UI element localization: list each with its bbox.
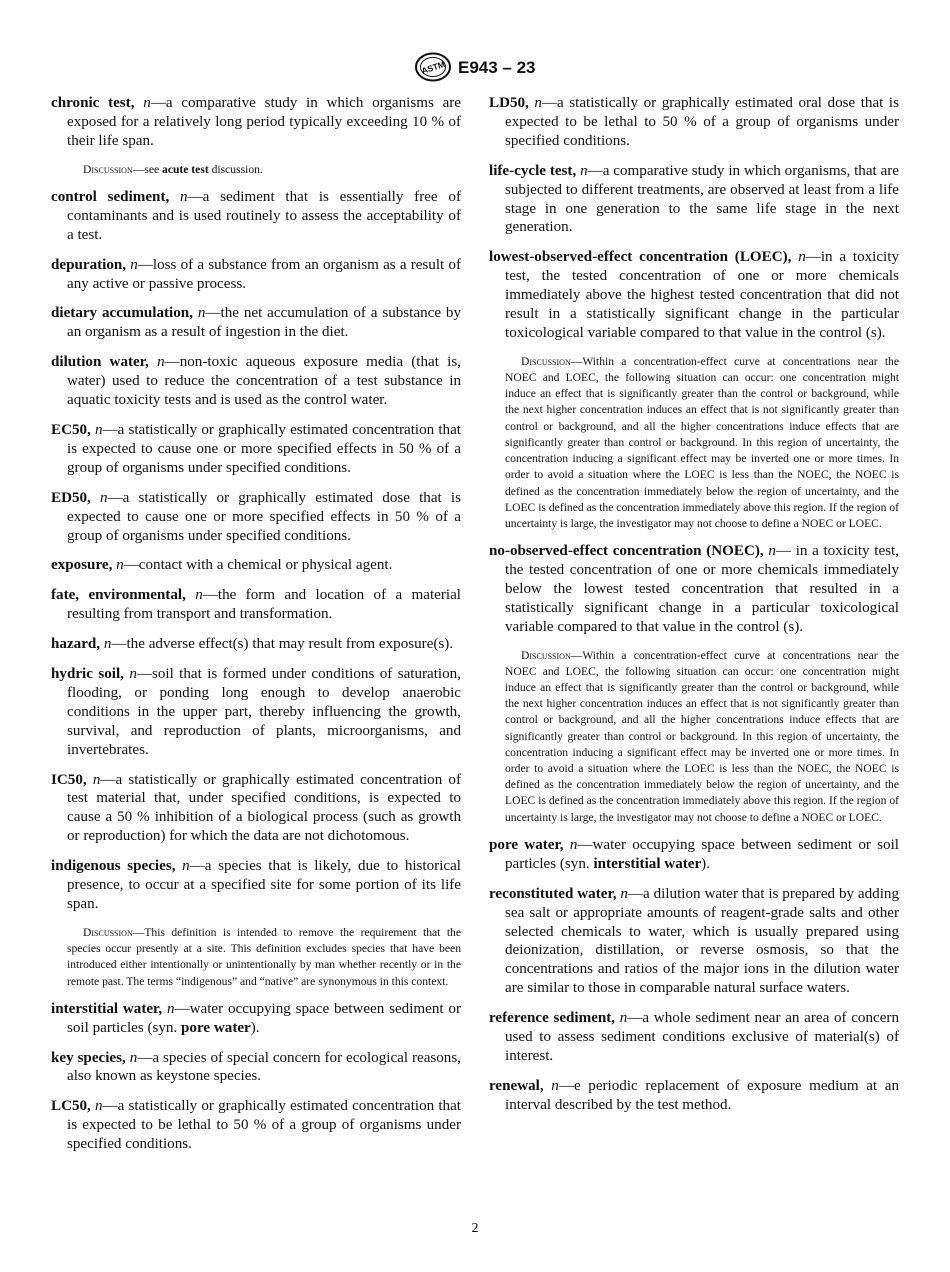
part-of-speech: n [94, 1098, 103, 1115]
part-of-speech: n [130, 256, 138, 273]
definition-text: —contact with a chemical or physical agent. [123, 557, 393, 574]
part-of-speech: n [129, 1049, 138, 1066]
glossary-term: indigenous species, [51, 858, 176, 875]
definition-text: —a statistically or graphically estimated concentration that is expected to be lethal to 50 % of a group of organisms under specified conditions. [67, 1098, 461, 1153]
glossary-term: reconstituted water, [489, 885, 617, 902]
discussion-label: Discussion [83, 162, 133, 176]
definition-text: —a statistically or graphically estimated dose that is expected to cause one or more specified effects in 50 % of a group of organisms under specified conditions. [67, 489, 461, 544]
glossary-term: ED50, [51, 489, 91, 506]
definition-text: —water occupying space between sediment or soil particles (syn. [505, 836, 899, 872]
glossary-term: EC50, [51, 421, 91, 438]
discussion-text: —see [132, 162, 163, 176]
left-column [51, 94, 461, 1165]
part-of-speech: n [619, 1010, 628, 1027]
glossary-entry [51, 489, 461, 546]
discussion-label: Discussion [521, 648, 571, 662]
part-of-speech: n [143, 95, 151, 111]
part-of-speech: n [798, 249, 806, 266]
part-of-speech: n [580, 162, 588, 179]
cross-reference: interstitial water [593, 855, 702, 872]
part-of-speech: n [620, 885, 628, 902]
glossary-entry [51, 1097, 461, 1154]
discussion-text: —Within a concentration-effect curve at concentrations near the NOEC and LOEC, the following situation can occur: one concentration might induce an effect that is significantly greater than the control or background, while the next higher concentration induces an effect that is not significantly greater than control or background, and all the higher concentrations induce effects that are significantly greater than control or background. In this region of uncertainty, the concentration inducing a significant effect may be inverted one or more times. In order to avoid a situation where the LOEC is less than the NOEC, the NOEC is defined as the concentration immediately below the region of uncertainty, and the LOEC is defined as the concentration immediately above this region. If the region of uncertainty is large, the investigator may not choose to define a NOEC or LOEC. [505, 648, 899, 824]
glossary-term: renewal, [489, 1077, 544, 1094]
glossary-entry [489, 836, 899, 874]
astm-logo-text: ASTM [420, 58, 447, 76]
glossary-term: key species, [51, 1049, 126, 1066]
right-column [489, 94, 899, 1126]
part-of-speech: n [103, 636, 112, 653]
definition-text: —the net accumulation of a substance by an organism as a result of ingestion in the diet. [67, 305, 461, 341]
glossary-entry [489, 542, 899, 637]
discussion-label: Discussion [83, 925, 133, 939]
glossary-term: life-cycle test, [489, 162, 577, 179]
discussion-note [67, 162, 461, 178]
glossary-entry [51, 256, 461, 294]
discussion-text-end: discussion. [208, 162, 263, 176]
definition-closing: ). [701, 855, 710, 872]
definition-text: —a statistically or graphically estimated concentration that is expected to cause one or more specified effects in 50 % of a group of organisms under specified conditions. [67, 421, 461, 476]
glossary-term: dilution water, [51, 354, 149, 371]
glossary-term: fate, environmental, [51, 587, 186, 604]
definition-text: —a species of special concern for ecological reasons, also known as keystone species. [67, 1049, 462, 1085]
glossary-entry [51, 1049, 461, 1087]
part-of-speech: n [94, 421, 103, 438]
glossary-term: hydric soil, [51, 666, 124, 683]
definition-text: — in a toxicity test, the tested concentration of one or more chemicals immediately below the lowest tested concentration that resulted in a statistically significant change in a particular toxicological variable compared to that value in the control (s). [505, 543, 900, 635]
part-of-speech: n [92, 771, 101, 788]
glossary-entry [489, 885, 899, 998]
glossary-entry [51, 188, 461, 245]
definition-text: —in a toxicity test, the tested concentration of one or more chemicals immediately above the highest tested concentration that did not result in a statistically significant change in the particular toxicological variable compared to that value in the control (s). [505, 249, 899, 341]
part-of-speech: n [197, 305, 206, 322]
definition-text: —the form and location of a material resulting from transport and transformation. [67, 587, 461, 623]
glossary-term: lowest-observed-effect concentration (LOEC), [489, 249, 792, 266]
astm-logo-icon [414, 52, 452, 82]
part-of-speech: n [195, 587, 203, 604]
part-of-speech: n [116, 557, 124, 574]
definition-text: —a comparative study in which organisms, that are subjected to different treatments, are observed at least from a life stage in one generation to the same life stage in the next generation. [505, 162, 899, 236]
definition-closing: ). [250, 1019, 260, 1036]
glossary-entry [51, 556, 461, 575]
glossary-entry [489, 1009, 899, 1066]
glossary-term: chronic test, [51, 95, 135, 111]
glossary-term: LD50, [489, 95, 529, 111]
glossary-term: exposure, [51, 557, 113, 574]
part-of-speech: n [534, 95, 542, 111]
definition-text: —water occupying space between sediment or soil particles (syn. [67, 1000, 461, 1036]
glossary-entry [51, 1000, 461, 1038]
definition-text: —non-toxic aqueous exposure media (that is, water) used to reduce the concentration of a test substance in aquatic toxicity tests and is used as the control water. [67, 354, 461, 409]
discussion-text: —Within a concentration-effect curve at concentrations near the NOEC and LOEC, the following situation can occur: one concentration might induce an effect that is significantly greater than the control or background, while the next higher concentration induces an effect that is not significantly greater than control or background, and all the higher concentrations induce effects that are significantly greater than control or background. In this region of uncertainty, the concentration inducing a significant effect may be inverted one or more times. In order to avoid a situation where the LOEC is less than the NOEC, the NOEC is defined as the concentration immediately below the region of uncertainty, and the LOEC is defined as the concentration immediately above this region. If the region of uncertainty is large, the investigator may not choose to define a NOEC or LOEC. [505, 354, 899, 530]
glossary-term: reference sediment, [489, 1010, 616, 1027]
glossary-entry [51, 421, 461, 478]
definition-text: —e periodic replacement of exposure medium at an interval described by the test method. [505, 1077, 899, 1113]
discussion-text: —This definition is intended to remove the requirement that the species occur presently at a site. This definition excludes species that have been introduced either intentionally or unintentionally by man whether recently or in the remote past. The terms “indigenous” and “native” are synonymous in this context. [67, 925, 461, 988]
definition-text: —loss of a substance from an organism as a result of any active or passive process. [67, 256, 461, 292]
part-of-speech: n [551, 1077, 559, 1094]
glossary-entry [51, 635, 461, 654]
discussion-note [505, 648, 899, 826]
discussion-note [505, 354, 899, 532]
glossary-entry [489, 94, 899, 151]
part-of-speech: n [100, 489, 108, 506]
definition-text: —soil that is formed under conditions of saturation, flooding, or ponding long enough to develop anaerobic conditions in the upper part, thereby influencing the growth, survival, and reproduction of plants, microorganisms, and invertebrates. [67, 666, 461, 758]
glossary-term: no-observed-effect concentration (NOEC), [489, 543, 764, 560]
definition-text: —a dilution water that is prepared by adding sea salt or appropriate amounts of reagent-grade salts and other selected chemicals to water, which is usually prepared using deionization, distillation, or reverse osmosis, so that the concentrations and ratios of the major ions in the dilution water are similar to those in comparable natural surface waters. [505, 885, 899, 997]
standard-designation: E943 – 23 [458, 58, 536, 77]
glossary-entry [489, 162, 899, 238]
glossary-term: hazard, [51, 636, 101, 653]
definition-text: —the adverse effect(s) that may result from exposure(s). [111, 636, 454, 653]
definition-text: —a sediment that is essentially free of contaminants and is used routinely to assess the acceptability of a test. [67, 188, 461, 243]
part-of-speech: n [129, 666, 137, 683]
cross-reference: acute test [162, 162, 209, 176]
glossary-entry [489, 1077, 899, 1115]
part-of-speech: n [182, 858, 190, 875]
glossary-term: IC50, [51, 771, 87, 788]
part-of-speech: n [768, 543, 776, 560]
page-header [0, 52, 950, 84]
glossary-term: LC50, [51, 1098, 91, 1115]
part-of-speech: n [180, 188, 188, 205]
part-of-speech: n [166, 1000, 175, 1017]
glossary-entry [51, 304, 461, 342]
glossary-entry [489, 248, 899, 343]
glossary-entry [51, 94, 461, 151]
glossary-term: pore water, [489, 836, 564, 853]
glossary-entry [51, 665, 461, 760]
glossary-entry [51, 353, 461, 410]
glossary-term: control sediment, [51, 188, 170, 205]
glossary-entry [51, 857, 461, 914]
glossary-term: depuration, [51, 256, 127, 273]
cross-reference: pore water [181, 1019, 251, 1036]
page-number: 2 [471, 1221, 479, 1236]
part-of-speech: n [569, 836, 578, 853]
definition-text: —a statistically or graphically estimated oral dose that is expected to be lethal to 50 % of a group of organisms under specified conditions. [505, 95, 899, 149]
glossary-entry [51, 586, 461, 624]
definition-text: —a statistically or graphically estimated concentration of test material that, under specified conditions, is expected to cause a 50 % inhibition of a biological process (such as growth or reproduction) for which the data are not dichotomous. [67, 771, 461, 845]
glossary-entry [51, 771, 461, 847]
glossary-term: dietary accumulation, [51, 305, 193, 322]
definition-text: —a comparative study in which organisms are exposed for a relatively long period typically exceeding 10 % of their life span. [67, 95, 462, 149]
definition-text: —a species that is likely, due to historical presence, to occur at a specified site for some portion of its life span. [67, 858, 461, 913]
definition-text: —a whole sediment near an area of concern used to assess sediment conditions exclusive of material(s) of interest. [505, 1010, 899, 1064]
discussion-label: Discussion [521, 354, 571, 368]
glossary-term: interstitial water, [51, 1000, 163, 1017]
part-of-speech: n [157, 354, 165, 371]
discussion-note [67, 925, 461, 990]
